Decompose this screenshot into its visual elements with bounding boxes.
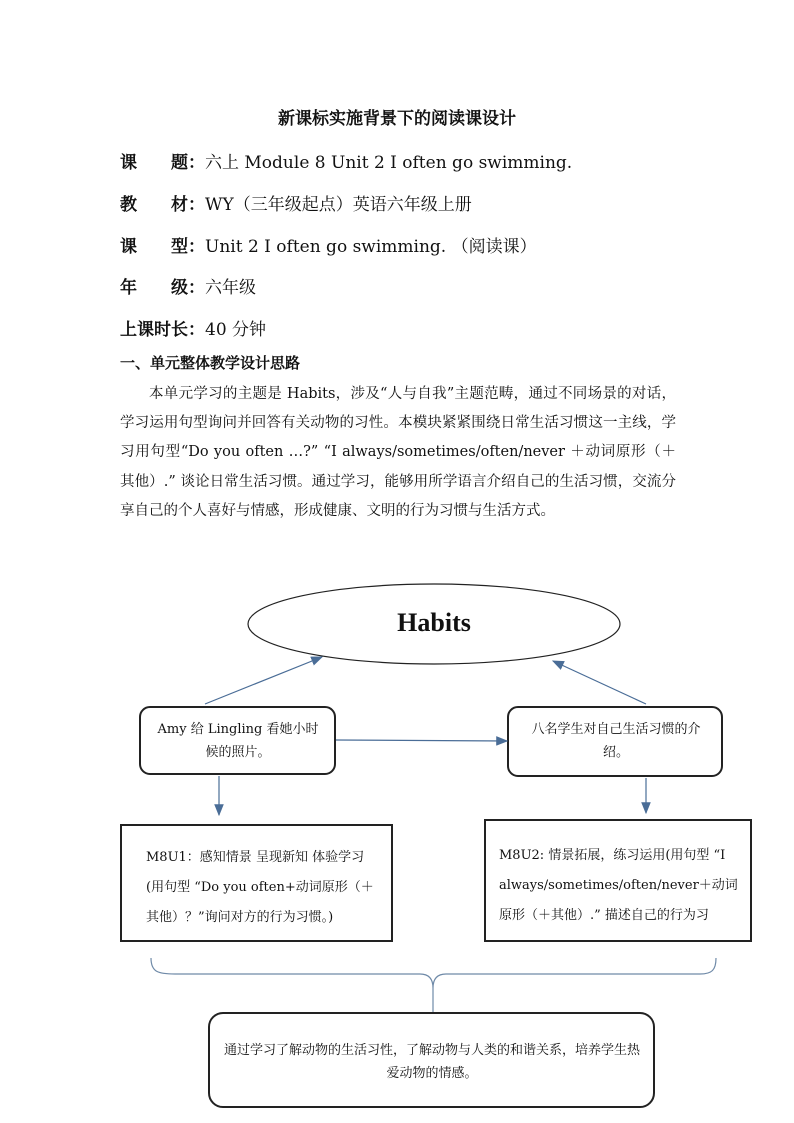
paragraph-text: 本单元学习的主题是 Habits，涉及“人与自我”主题范畴，通过不同场景的对话，学习运用句型询问并回答有关动物的习性。本模块紧紧围绕日常生活习惯这一主线，学习用句型“Do you often …?” “I always/sometimes/often/never ＋动词原形（＋其他）.” 谈论日常生活习惯。通过学习，能够用所学语言介绍自己的生活习惯，交流分享自己的个人喜好与情感，形成健康、文明的行为习惯与生活方式。 bbox=[120, 386, 676, 519]
page-title: 新课标实施背景下的阅读课设计 bbox=[278, 109, 516, 129]
node-left-bottom-text: M8U1：感知情景 呈现新知 体验学习(用句型 “Do you often+动词原形（＋其他）？”询问对方的行为习惯。) bbox=[146, 850, 374, 925]
node-summary-text: 通过学习了解动物的生活习性，了解动物与人类的和谐关系，培养学生热爱动物的情感。 bbox=[223, 1043, 640, 1081]
arrow-right-to-habits bbox=[553, 661, 646, 704]
grouping-brace bbox=[151, 958, 716, 988]
meta-topic-label: 课 题： bbox=[120, 153, 205, 173]
meta-type-label: 课 型： bbox=[120, 237, 205, 257]
habits-label: Habits bbox=[397, 608, 471, 637]
meta-duration-label: 上课时长： bbox=[120, 320, 205, 340]
meta-duration-value: 40 分钟 bbox=[205, 320, 267, 340]
meta-grade-value: 六年级 bbox=[205, 278, 256, 298]
meta-grade-label: 年 级： bbox=[120, 278, 205, 298]
meta-type-value: Unit 2 I often go swimming. （阅读课） bbox=[205, 237, 537, 257]
node-right-bottom-text: M8U2: 情景拓展，练习运用(用句型 “I always/sometimes/often/never＋动词原形（＋其他）.” 描述自己的行为习 bbox=[499, 848, 738, 923]
meta-textbook-value: WY（三年级起点）英语六年级上册 bbox=[205, 195, 472, 215]
meta-topic-value: 六上 Module 8 Unit 2 I often go swimming. bbox=[205, 153, 573, 173]
node-left-top-text: Amy 给 Lingling 看她小时候的照片。 bbox=[157, 722, 319, 760]
arrow-left-to-right bbox=[336, 740, 507, 741]
arrow-left-to-habits bbox=[205, 657, 322, 704]
node-right-top-text: 八名学生对自己生活习惯的介绍。 bbox=[531, 722, 701, 760]
section-heading: 一、单元整体教学设计思路 bbox=[120, 354, 301, 372]
meta-textbook-label: 教 材： bbox=[120, 195, 205, 215]
